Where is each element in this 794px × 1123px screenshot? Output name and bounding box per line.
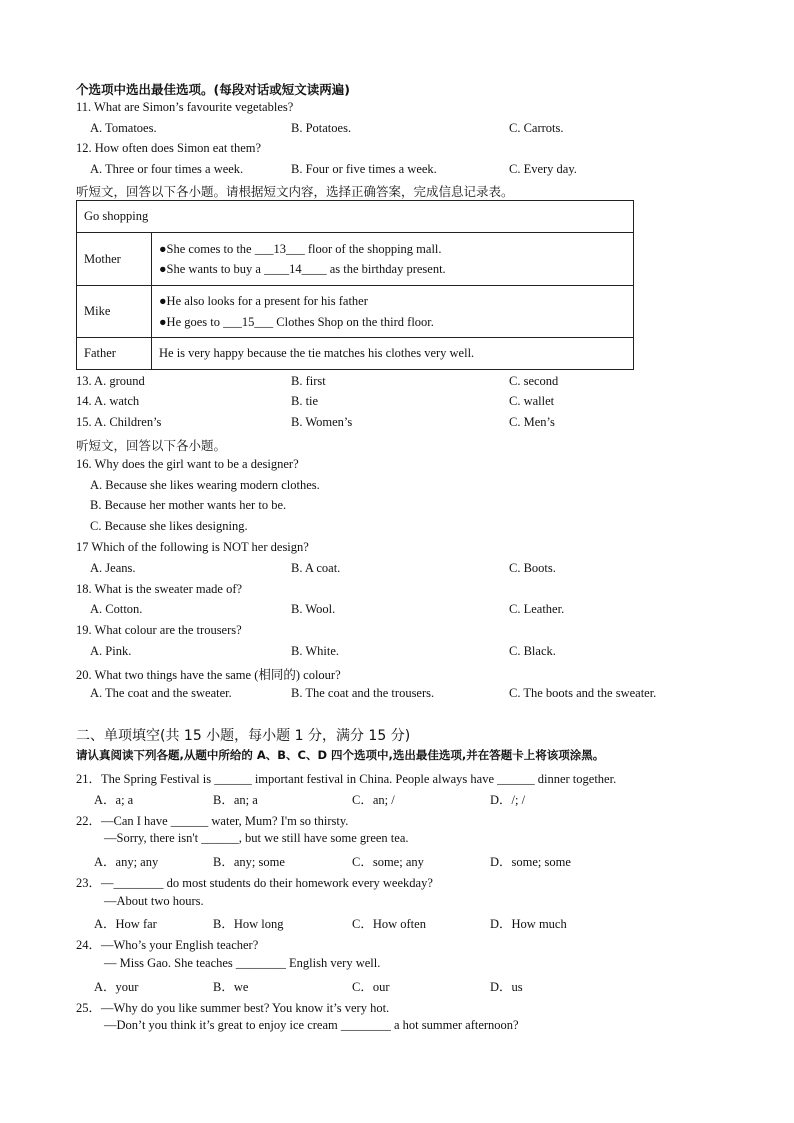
question-20-stem: 20. What two things have the same (相同的) colour? (76, 668, 341, 682)
question-24-option-b: B．we (213, 980, 249, 994)
info-record-table (76, 200, 634, 370)
mike-line-2: ●He goes to ___15___ Clothes Shop on the third floor. (159, 314, 434, 329)
section-16-20-intro: 听短文，回答以下各小题。 (76, 438, 227, 453)
question-25-stem: 25．—Why do you like summer best? You know it’s very hot. (76, 1001, 390, 1015)
question-22-option-c: C．some; any (352, 855, 424, 869)
question-22-option-a: A．any; any (94, 855, 159, 869)
question-20-option-b: B. The coat and the trousers. (291, 686, 435, 700)
question-24-option-c: C．our (352, 980, 390, 994)
question-21-stem: 21．The Spring Festival is ______ important festival in China. People always have ______ dinner together. (76, 772, 617, 786)
question-12-stem: 12. How often does Simon eat them? (76, 141, 262, 155)
question-20-option-a: A. The coat and the sweater. (90, 686, 232, 700)
question-17-option-b: B. A coat. (291, 561, 341, 575)
question-19-option-a: A. Pink. (90, 644, 132, 658)
section-header: 个选项中选出最佳选项。(每段对话或短文读两遍) (76, 82, 350, 97)
question-18-option-c: C. Leather. (509, 602, 565, 616)
question-16-option-b: B. Because her mother wants her to be. (90, 498, 287, 512)
question-19-option-c: C. Black. (509, 644, 556, 658)
question-13-option-c: C. second (509, 374, 559, 388)
question-11-stem: 11. What are Simon’s favourite vegetables? (76, 100, 294, 114)
part-2-instruction: 请认真阅读下列各题,从题中所给的 A、B、C、D 四个选项中,选出最佳选项,并在答题卡上将该项涂黑。 (76, 748, 605, 762)
question-12-option-c: C. Every day. (509, 162, 577, 176)
question-20-option-c: C. The boots and the sweater. (509, 686, 657, 700)
table-cell-mother (152, 233, 634, 286)
question-22-stem-2: —Sorry, there isn't ______, but we still have some green tea. (104, 831, 409, 845)
question-21-option-c: C．an; / (352, 793, 395, 807)
question-19-option-b: B. White. (291, 644, 340, 658)
question-19-stem: 19. What colour are the trousers? (76, 623, 242, 637)
table-cell-father: He is very happy because the tie matches his clothes very well. (152, 338, 634, 370)
table-label-father: Father (77, 338, 152, 370)
question-18-stem: 18. What is the sweater made of? (76, 582, 243, 596)
mother-line-2: ●She wants to buy a ____14____ as the birthday present. (159, 262, 446, 276)
question-24-option-a: A．your (94, 980, 139, 994)
question-25-stem-2: —Don’t you think it’s great to enjoy ice cream ________ a hot summer afternoon? (104, 1018, 519, 1032)
question-11-option-c: C. Carrots. (509, 121, 564, 135)
question-17-option-c: C. Boots. (509, 561, 556, 575)
question-16-option-c: C. Because she likes designing. (90, 519, 248, 533)
table-cell-mike (152, 286, 634, 338)
question-21-option-b: B．an; a (213, 793, 258, 807)
mother-line-1: ●She comes to the ___13___ floor of the shopping mall. (159, 242, 442, 256)
question-13-option-a: 13. A. ground (76, 374, 145, 388)
question-22-stem: 22．—Can I have ______ water, Mum? I'm so thirsty. (76, 814, 349, 828)
question-17-stem: 17 Which of the following is NOT her design? (76, 540, 309, 554)
question-11-option-a: A. Tomatoes. (90, 121, 157, 135)
question-23-option-b: B．How long (213, 917, 284, 931)
question-14-option-b: B. tie (291, 394, 319, 408)
question-15-option-c: C. Men’s (509, 415, 555, 429)
question-22-option-d: D．some; some (490, 855, 571, 869)
question-11-option-b: B. Potatoes. (291, 121, 352, 135)
table-label-mike: Mike (77, 286, 152, 338)
question-21-option-a: A．a; a (94, 793, 134, 807)
question-18-option-b: B. Wool. (291, 602, 336, 616)
question-24-stem-2: — Miss Gao. She teaches ________ English very well. (104, 956, 381, 970)
question-22-option-b: B．any; some (213, 855, 285, 869)
question-12-option-a: A. Three or four times a week. (90, 162, 244, 176)
part-2-title: 二、单项填空(共 15 小题，每小题 1 分，满分 15 分) (76, 728, 411, 744)
question-12-option-b: B. Four or five times a week. (291, 162, 437, 176)
section-13-15-intro: 听短文，回答以下各小题。请根据短文内容，选择正确答案，完成信息记录表。 (76, 184, 514, 199)
question-15-option-b: B. Women’s (291, 415, 353, 429)
question-21-option-d: D．/; / (490, 793, 526, 807)
table-title: Go shopping (77, 201, 634, 233)
question-23-option-d: D．How much (490, 917, 567, 931)
question-16-option-a: A. Because she likes wearing modern clothes. (90, 478, 320, 492)
question-15-option-a: 15. A. Children’s (76, 415, 162, 429)
question-23-option-c: C．How often (352, 917, 426, 931)
question-14-option-c: C. wallet (509, 394, 555, 408)
question-24-option-d: D．us (490, 980, 523, 994)
question-23-stem: 23．—________ do most students do their homework every weekday? (76, 876, 433, 890)
question-14-option-a: 14. A. watch (76, 394, 140, 408)
table-label-mother: Mother (77, 233, 152, 286)
question-23-stem-2: —About two hours. (104, 894, 204, 908)
question-17-option-a: A. Jeans. (90, 561, 136, 575)
question-18-option-a: A. Cotton. (90, 602, 143, 616)
question-13-option-b: B. first (291, 374, 326, 388)
question-16-stem: 16. Why does the girl want to be a designer? (76, 457, 299, 471)
question-23-option-a: A．How far (94, 917, 157, 931)
mike-line-1: ●He also looks for a present for his father (159, 293, 368, 308)
question-24-stem: 24．—Who’s your English teacher? (76, 938, 259, 952)
